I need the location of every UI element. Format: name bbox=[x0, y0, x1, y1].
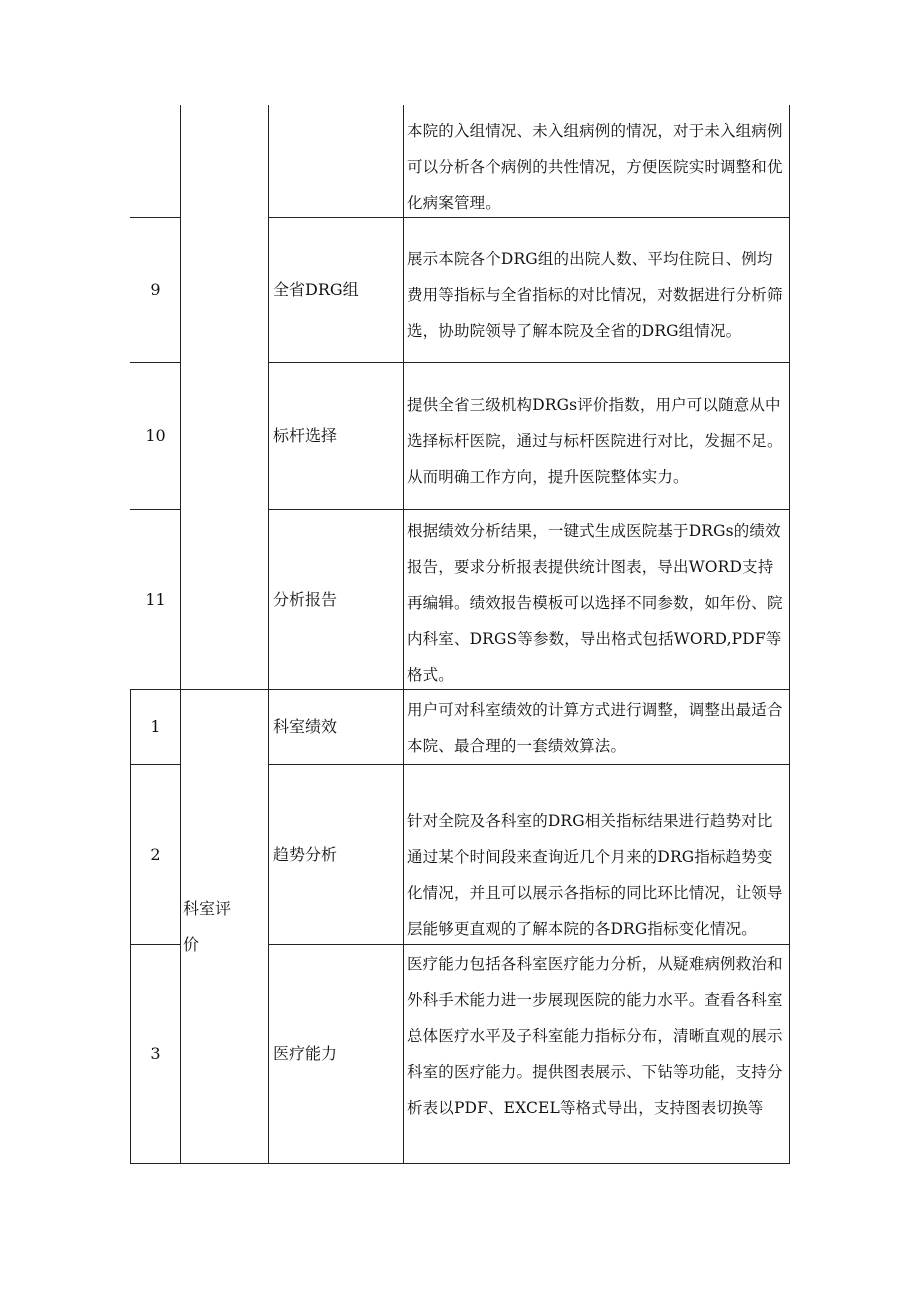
table-cell-description: 根据绩效分析结果，一键式生成医院基于DRGs的绩效报告，要求分析报表提供统计图表，导出WORD支持再编辑。绩效报告模板可以选择不同参数，如年份、院内科室、DRGS等参数，导出格式包括WORD,PDF等格式。 bbox=[407, 522, 783, 684]
table-cell-module: 全省DRG组 bbox=[273, 280, 359, 299]
table-cell-number: 1 bbox=[150, 717, 161, 736]
table-cell-module: 医疗能力 bbox=[273, 1044, 338, 1063]
table-cell-module: 分析报告 bbox=[273, 589, 338, 609]
table-cell-module: 标杆选择 bbox=[273, 426, 338, 445]
table-cell-description: 展示本院各个DRG组的出院人数、平均住院日、例均费用等指标与全省指标的对比情况，对数据进行分析筛选，协助院领导了解本院及全省的DRG组情况。 bbox=[407, 250, 783, 340]
table-cell-number: 11 bbox=[145, 589, 166, 609]
table-cell-category: 科室评 价 bbox=[183, 899, 232, 954]
table-border-h4 bbox=[130, 689, 790, 690]
table-border-col1 bbox=[180, 105, 181, 1164]
table-cell-description: 用户可对科室绩效的计算方式进行调整，调整出最适合本院、最合理的一套绩效算法。 bbox=[407, 701, 783, 755]
table-border-bottom bbox=[130, 1163, 790, 1164]
table-cell-description: 提供全省三级机构DRGs评价指数，用户可以随意从中选择标杆医院，通过与标杆医院进行对比，发掘不足。从而明确工作方向，提升医院整体实力。 bbox=[407, 396, 783, 486]
table-cell-module: 趋势分析 bbox=[273, 844, 338, 864]
table-border-right bbox=[789, 105, 790, 1164]
table-cell-module: 科室绩效 bbox=[273, 717, 338, 736]
table-cell-number: 10 bbox=[145, 426, 166, 445]
table-cell-description: 医疗能力包括各科室医疗能力分析，从疑难病例救治和外科手术能力进一步展现医院的能力水平。查看各科室总体医疗水平及子科室能力指标分布，清晰直观的展示科室的医疗能力。提供图表展示、下钻等功能，支持分析表以PDF、EXCEL等格式导出，支持图表切换等 bbox=[407, 955, 783, 1117]
table-cell-number: 9 bbox=[150, 280, 161, 299]
table-cell-number: 2 bbox=[150, 844, 161, 864]
table-cell-description: 本院的入组情况、未入组病例的情况，对于未入组病例可以分析各个病例的共性情况，方便医院实时调整和优化病案管理。 bbox=[407, 122, 783, 212]
table-cell-description: 针对全院及各科室的DRG相关指标结果进行趋势对比通过某个时间段来查询近几个月来的DRG指标趋势变化情况，并且可以展示各指标的同比环比情况，让领导层能够更直观的了解本院的各DRG指标变化情况。 bbox=[407, 812, 783, 938]
table-cell-number: 3 bbox=[150, 1044, 161, 1063]
